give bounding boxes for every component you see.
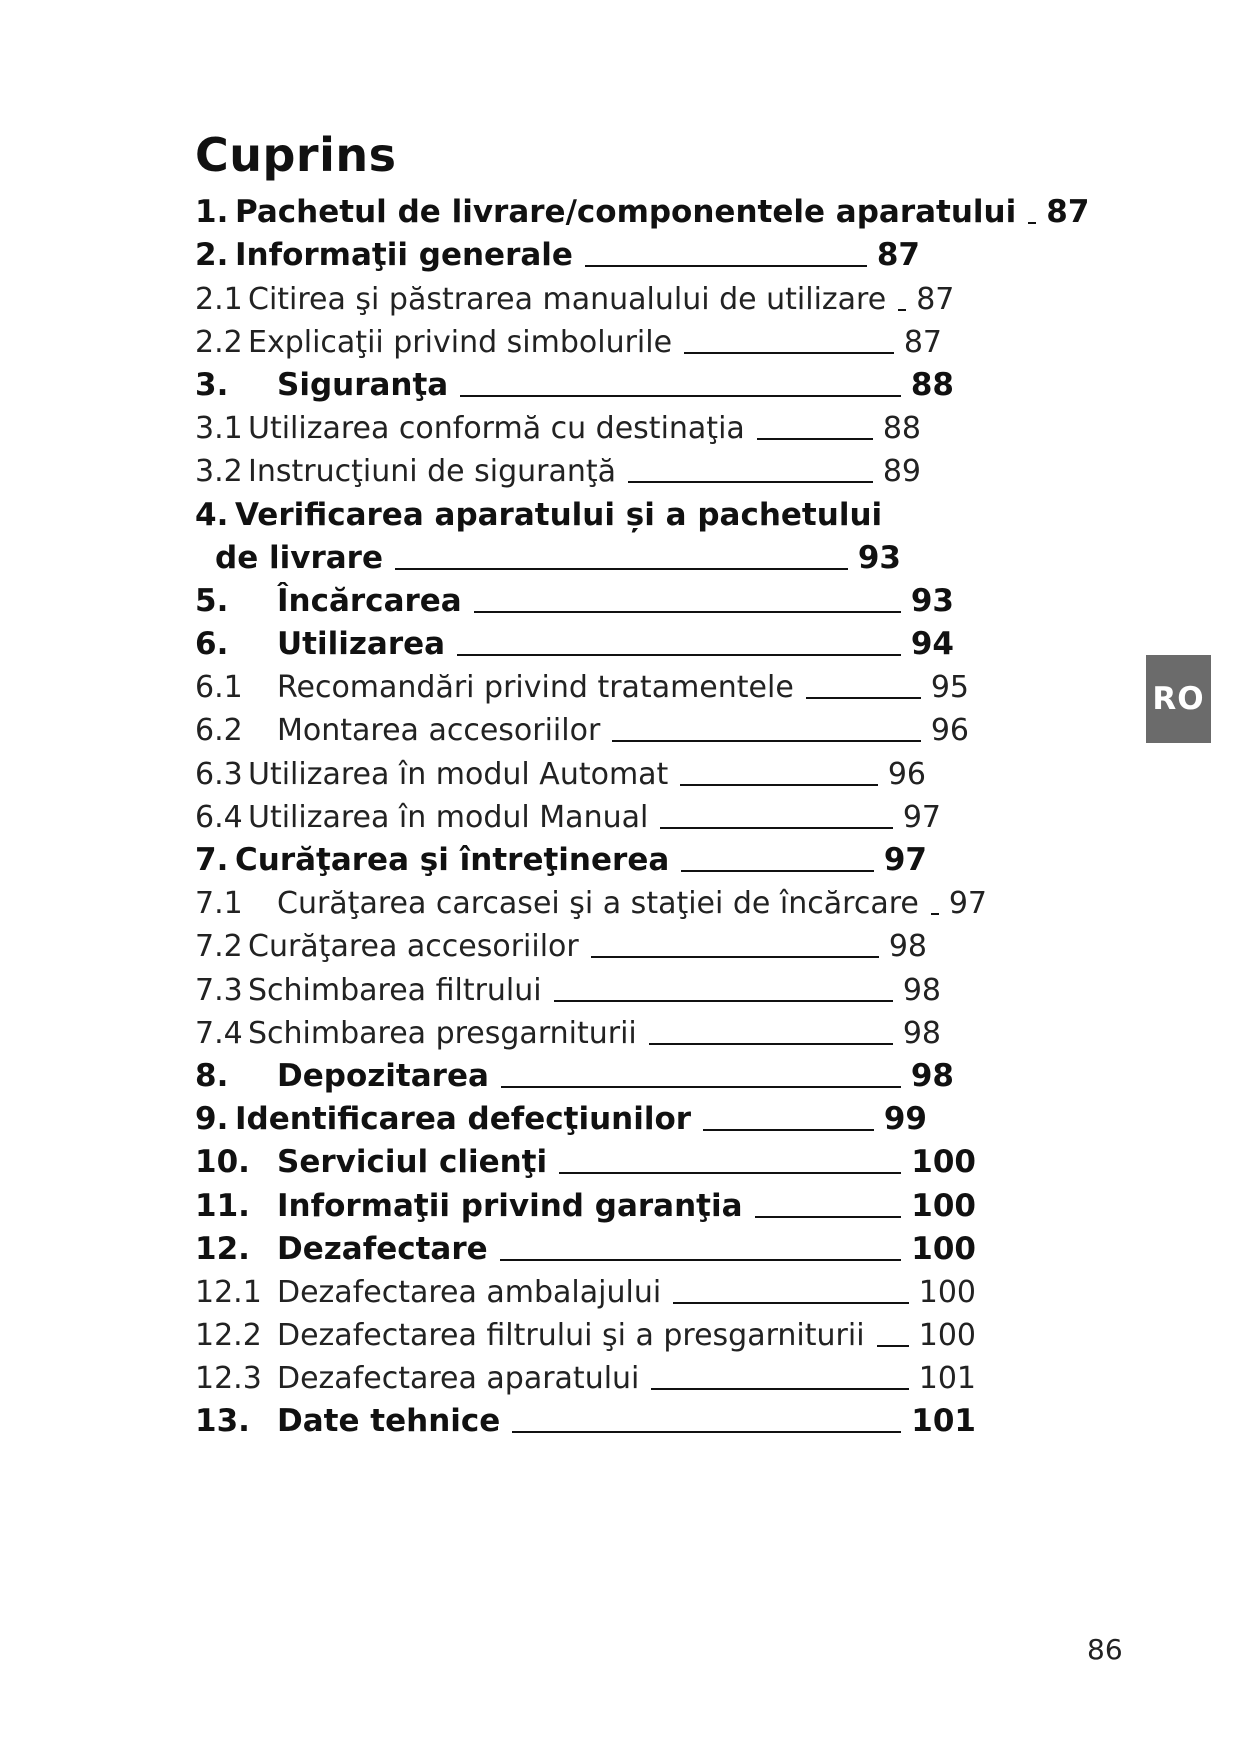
toc-entry — [195, 1275, 976, 1318]
toc-entry-label: Identificarea defecţiunilor — [235, 1101, 692, 1138]
toc-entry-number: 7.2 — [195, 929, 243, 965]
toc-entry-label: Utilizarea conformă cu destinaţia — [248, 411, 745, 447]
toc-leader-line — [1028, 222, 1036, 224]
toc-entry-label: Depozitarea — [277, 1057, 489, 1094]
toc-entry — [195, 281, 955, 324]
toc-leader-line — [554, 1000, 893, 1002]
toc-entry-label: Instrucţiuni de siguranţă — [248, 454, 617, 490]
toc-entry — [195, 800, 941, 843]
toc-leader-line — [591, 956, 879, 958]
toc-entry-page: 96 — [887, 756, 926, 792]
toc-entry-number: 12.2 — [195, 1318, 262, 1354]
toc-entry-label: Recomandări privind tratamentele — [277, 670, 794, 706]
toc-leader-line — [612, 740, 921, 742]
toc-leader-line — [500, 1259, 902, 1261]
toc-entry — [195, 584, 954, 627]
toc-entry — [195, 886, 988, 929]
toc-entry-label: Montarea accesoriilor — [277, 713, 601, 749]
toc-entry-page: 100 — [911, 1144, 976, 1181]
toc-entry-number: 7.4 — [195, 1015, 243, 1051]
toc-entry-label: de livrare — [215, 539, 383, 576]
toc-entry-page: 87 — [916, 281, 955, 317]
toc-leader-line — [703, 1129, 874, 1131]
page-number: 86 — [1087, 1633, 1123, 1666]
toc-entry — [195, 929, 927, 972]
toc-entry — [195, 1232, 976, 1275]
toc-leader-line — [660, 827, 893, 829]
toc-entry — [195, 1059, 954, 1102]
toc-entry-label: Verificarea aparatului și a pachetului — [235, 496, 883, 533]
toc-leader-line — [651, 1388, 908, 1390]
toc-entry-page: 87 — [1046, 194, 1090, 231]
toc-entry-page: 89 — [882, 454, 921, 490]
toc-entry — [195, 411, 921, 454]
toc-entry-page: 98 — [902, 1015, 941, 1051]
toc-entry-page: 97 — [883, 842, 927, 878]
toc-entry-page: 98 — [902, 972, 941, 1008]
toc-entry-page: 88 — [882, 411, 921, 447]
toc-entry — [195, 713, 969, 756]
table-of-contents — [195, 194, 1090, 1447]
toc-entry-label: Serviciul clienţi — [277, 1144, 548, 1181]
toc-entry-page: 99 — [883, 1101, 927, 1138]
toc-entry — [195, 368, 954, 411]
toc-entry-page: 87 — [903, 324, 942, 360]
toc-entry-label: Curăţarea carcasei şi a staţiei de încărcare — [277, 886, 919, 922]
toc-entry-label: Informaţii generale — [235, 237, 573, 274]
toc-entry-page: 97 — [902, 799, 941, 835]
toc-entry — [195, 1145, 976, 1188]
toc-entry-number: 6.2 — [195, 713, 243, 749]
toc-entry-number: 6.3 — [195, 756, 243, 792]
toc-entry-label: Utilizarea — [277, 626, 446, 663]
toc-entry-number: 3. — [195, 366, 229, 403]
toc-entry-page: 97 — [948, 886, 988, 922]
toc-leader-line — [512, 1431, 901, 1433]
toc-leader-line — [757, 438, 873, 440]
toc-entry — [195, 1361, 976, 1404]
toc-leader-line — [649, 1043, 893, 1045]
toc-entry-label: Curăţarea şi întreţinerea — [235, 842, 670, 878]
toc-entry-label: Siguranţa — [277, 366, 449, 403]
toc-entry-number: 2.1 — [195, 281, 243, 317]
toc-entry-number: 7.3 — [195, 972, 243, 1008]
toc-entry — [195, 627, 954, 670]
toc-entry-number: 4. — [195, 496, 229, 533]
toc-entry-label: Explicaţii privind simbolurile — [248, 324, 673, 360]
toc-entry — [195, 1102, 927, 1145]
toc-leader-line — [673, 1302, 909, 1304]
toc-leader-line — [680, 784, 877, 786]
toc-entry-label: Informaţii privind garanţia — [277, 1187, 743, 1224]
toc-entry-page: 101 — [918, 1361, 976, 1397]
toc-entry — [195, 497, 1065, 540]
toc-entry-label: Dezafectarea filtrului şi a presgarniturii — [277, 1318, 865, 1354]
toc-entry-page: 100 — [911, 1230, 976, 1267]
toc-entry-page: 93 — [910, 582, 954, 619]
toc-entry-number: 6.1 — [195, 670, 243, 706]
toc-entry-page: 100 — [911, 1187, 976, 1224]
toc-entry-number: 6. — [195, 626, 229, 663]
toc-leader-line — [559, 1172, 901, 1174]
toc-entry — [195, 756, 926, 799]
toc-entry-number: 3.1 — [195, 411, 243, 447]
toc-entry-label: Dezafectare — [277, 1230, 488, 1267]
toc-leader-line — [931, 913, 939, 915]
toc-entry-page: 98 — [888, 929, 927, 965]
toc-entry — [195, 843, 927, 886]
toc-leader-line — [474, 611, 901, 613]
toc-leader-line — [628, 481, 873, 483]
toc-entry-number: 12.3 — [195, 1361, 262, 1397]
toc-leader-line — [457, 654, 901, 656]
toc-entry-label: Dezafectarea aparatului — [277, 1361, 640, 1397]
toc-entry — [195, 1016, 941, 1059]
toc-leader-line — [681, 870, 874, 872]
toc-entry-page: 95 — [930, 670, 969, 706]
toc-entry — [195, 670, 969, 713]
toc-entry-label: Curăţarea accesoriilor — [248, 929, 579, 965]
toc-entry-label: Schimbarea filtrului — [248, 972, 542, 1008]
toc-entry-page: 87 — [876, 237, 920, 274]
toc-entry-number: 7. — [195, 842, 229, 878]
toc-entry-label: Schimbarea presgarniturii — [248, 1015, 637, 1051]
toc-entry-number: 6.4 — [195, 799, 243, 835]
toc-entry-label: Dezafectarea ambalajului — [277, 1274, 662, 1310]
toc-leader-line — [585, 265, 867, 267]
toc-entry-number: 2.2 — [195, 324, 243, 360]
toc-entry-page: 96 — [930, 713, 969, 749]
toc-entry — [195, 238, 920, 281]
toc-entry-number: 13. — [195, 1403, 250, 1440]
toc-entry-label: Încărcarea — [277, 582, 462, 619]
toc-entry-label: Pachetul de livrare/componentele aparatului — [235, 194, 1017, 231]
toc-entry-label: Date tehnice — [277, 1403, 501, 1440]
toc-entry — [195, 194, 1090, 238]
toc-entry-label: Citirea şi păstrarea manualului de utilizare — [248, 281, 887, 317]
toc-entry-number: 3.2 — [195, 454, 243, 490]
toc-leader-line — [460, 395, 901, 397]
toc-entry-number: 9. — [195, 1101, 229, 1138]
toc-entry — [195, 541, 901, 584]
language-tab: RO — [1146, 655, 1211, 743]
toc-entry-number: 2. — [195, 237, 229, 274]
toc-entry-label: Utilizarea în modul Manual — [248, 799, 649, 835]
toc-entry-number: 11. — [195, 1187, 250, 1224]
toc-entry — [195, 325, 942, 368]
toc-entry — [195, 1188, 976, 1231]
toc-entry-page: 100 — [918, 1318, 976, 1354]
toc-entry-label: Utilizarea în modul Automat — [248, 756, 669, 792]
toc-entry-page: 88 — [910, 366, 954, 403]
toc-leader-line — [877, 1345, 909, 1347]
toc-entry-number: 1. — [195, 194, 229, 231]
toc-entry-number: 12. — [195, 1230, 250, 1267]
toc-entry-page: 94 — [910, 626, 954, 663]
toc-leader-line — [501, 1086, 901, 1088]
toc-leader-line — [755, 1216, 902, 1218]
toc-entry — [195, 972, 941, 1015]
toc-leader-line — [898, 309, 906, 311]
toc-entry-page: 101 — [911, 1403, 976, 1440]
toc-entry — [195, 1318, 976, 1361]
toc-entry-page: 98 — [910, 1057, 954, 1094]
toc-entry-number: 7.1 — [195, 886, 243, 922]
toc-entry-number: 10. — [195, 1144, 250, 1181]
toc-entry-page: 100 — [918, 1274, 976, 1310]
toc-entry-number: 8. — [195, 1057, 229, 1094]
toc-leader-line — [684, 352, 894, 354]
toc-entry — [195, 1404, 976, 1447]
toc-entry — [195, 454, 921, 497]
toc-leader-line — [806, 697, 921, 699]
page-title: Cuprins — [195, 128, 397, 182]
toc-entry-number: 5. — [195, 582, 229, 619]
toc-entry-page: 93 — [857, 539, 901, 576]
toc-entry-number: 12.1 — [195, 1274, 262, 1310]
toc-leader-line — [395, 568, 848, 570]
